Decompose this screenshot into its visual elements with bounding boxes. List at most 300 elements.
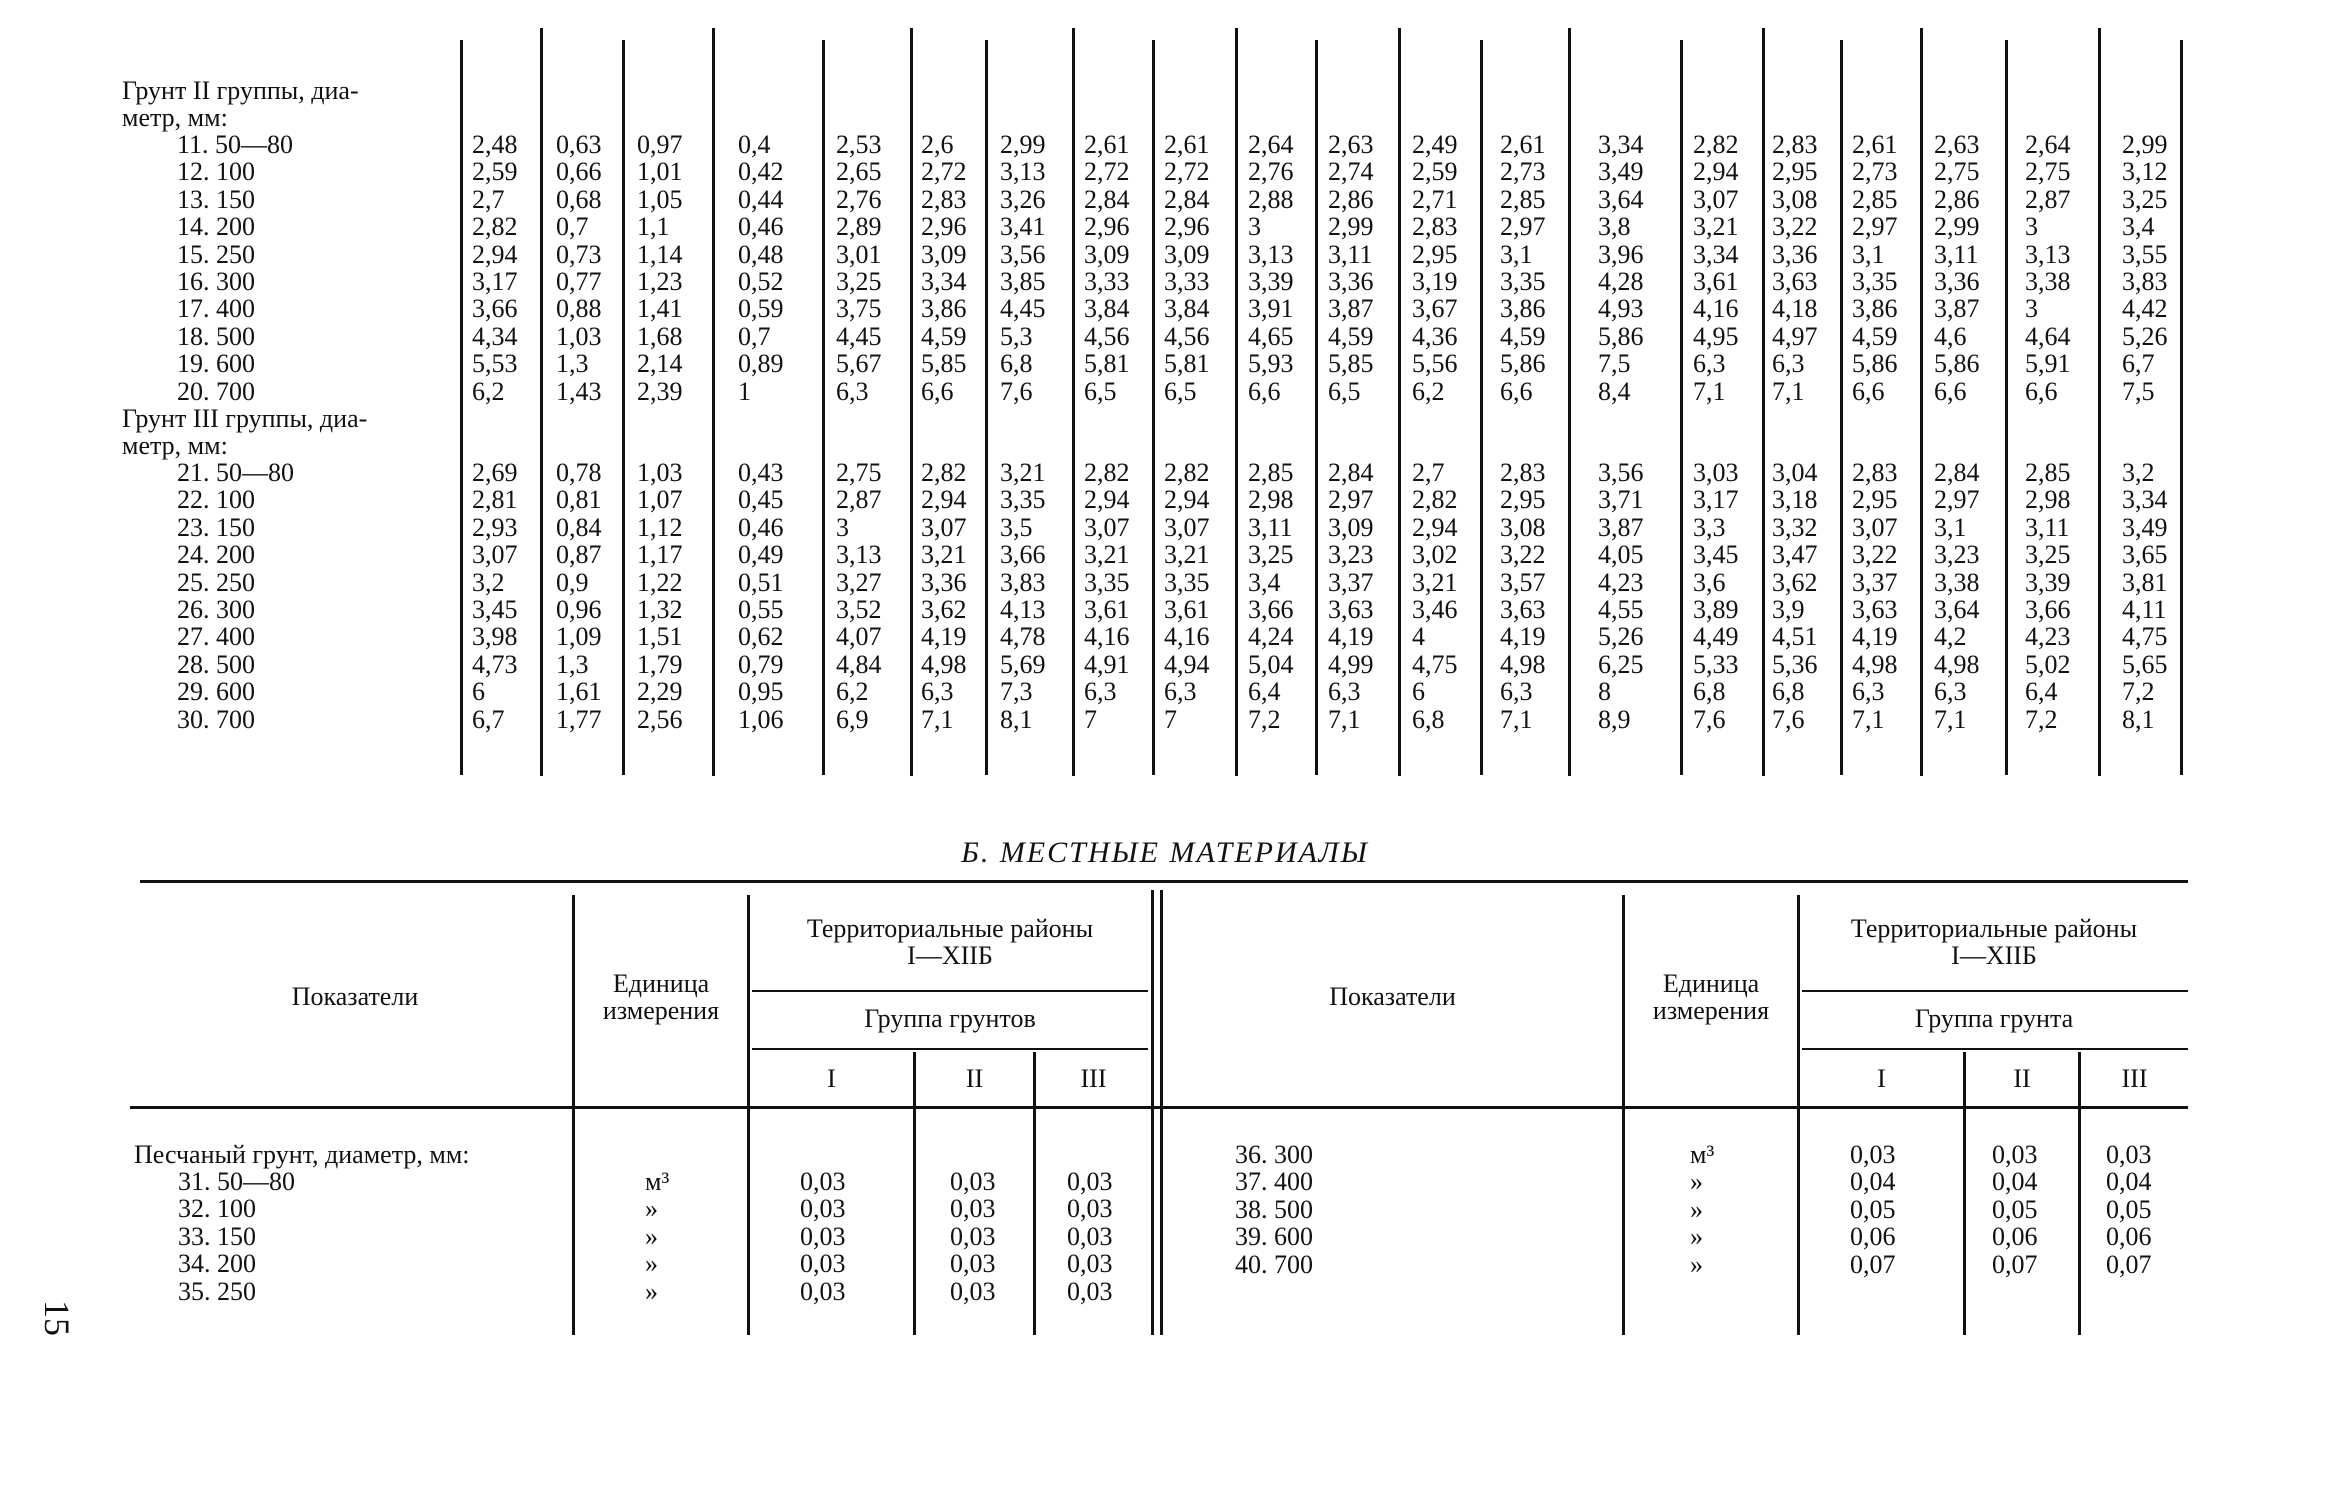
table-cell: 3,63 [1328,595,1374,624]
table-cell: 0,04 [1850,1167,1896,1197]
table-cell: 3,07 [1164,512,1210,542]
table-cell: 5,33 [1693,649,1739,679]
table-cell: 1 [738,376,751,406]
table-cell: 7,2 [2122,677,2155,707]
table-cell: 3,83 [2122,267,2168,296]
table-cell: 6,3 [1164,677,1197,707]
table-cell: 0,03 [950,1167,996,1196]
left-header-group-iii: III [1080,1064,1107,1093]
table-cell: 1,12 [637,512,683,542]
table-cell: 5,26 [1598,622,1644,652]
unit-cell: » [645,1249,658,1279]
table-cell: 4,42 [2122,294,2168,324]
table-cell: 0,06 [2106,1222,2152,1252]
table-cell: 3,17 [472,267,518,296]
table-cell: 2,63 [1328,130,1374,159]
table-cell: 3,62 [921,595,967,624]
table-cell: 3 [2025,294,2038,324]
table-cell: 4,23 [2025,622,2071,652]
table-cell: 5,86 [1934,349,1980,379]
table-cell: 2,64 [1248,130,1294,159]
table-cell: 4,55 [1598,595,1644,624]
table-cell: 3,21 [1693,212,1739,242]
table-cell: 0,7 [738,321,771,351]
table-cell: 7,6 [1693,704,1726,734]
table-cell: 3,36 [1328,267,1374,296]
row-label: 23. 150 [177,512,255,542]
table-cell: 3,38 [2025,267,2071,296]
table-cell: 3,36 [1772,239,1818,269]
table-cell: 3,87 [1328,294,1374,324]
table-cell: 2,86 [1934,184,1980,214]
right-header-unit-line-2: измерения [1652,996,1770,1025]
table-cell: 2,95 [1852,485,1898,515]
table-cell: 7,1 [1500,704,1533,734]
table-cell: 0,03 [1067,1221,1113,1251]
table-cell: 3,11 [1328,239,1373,269]
table-cell: 3,12 [2122,157,2168,187]
table-cell: 0,62 [738,622,784,652]
table-cell: 0,07 [1992,1249,2038,1279]
table-cell: 5,85 [921,349,967,379]
row-label: 30. 700 [177,704,255,734]
table-cell: 4,98 [1934,649,1980,679]
left-group-underline [752,1048,1148,1050]
table-cell: 4,75 [2122,622,2168,652]
table-cell: 3 [1248,212,1261,242]
table-cell: 5,81 [1084,349,1130,379]
table-cell: 1,43 [556,376,602,406]
table-cell: 3,13 [2025,239,2071,269]
table-cell: 1,23 [637,267,683,296]
table-cell: 0,04 [1992,1167,2038,1197]
table-cell: 3,49 [2122,512,2168,542]
table-cell: 0,87 [556,540,602,570]
table-cell: 0,03 [950,1249,996,1279]
table-cell: 0,03 [2106,1140,2152,1169]
table-cell: 2,83 [1772,130,1818,159]
table-cell: 2,94 [921,485,967,515]
table-cell: 3,07 [1693,184,1739,214]
table-cell: 3,17 [1693,485,1739,515]
row-label: 13. 150 [177,184,255,214]
table-cell: 3,62 [1772,567,1818,597]
table-cell: 3,84 [1084,294,1130,324]
table-cell: 2,75 [2025,157,2071,187]
row-label: 18. 500 [177,321,255,351]
table-cell: 2,82 [1164,458,1210,487]
table-cell: 2,96 [1164,212,1210,242]
table-cell: 1,68 [637,321,683,351]
table-cell: 3,37 [1852,567,1898,597]
table-cell: 0,46 [738,212,784,242]
table-cell: 4,45 [836,321,882,351]
table-cell: 3,2 [472,567,505,597]
table-cell: 2,83 [921,184,967,214]
table-cell: 2,94 [472,239,518,269]
table-cell: 4,84 [836,649,882,679]
table-cell: 4,73 [472,649,518,679]
table-cell: 3,3 [1693,512,1726,542]
row-label: 12. 100 [177,157,255,187]
table-cell: 0,03 [950,1221,996,1251]
table-cell: 6,3 [921,677,954,707]
table-cell: 1,17 [637,540,683,570]
lower-rule-left-group-ii [913,1052,916,1335]
table-cell: 0,84 [556,512,602,542]
table-cell: 2,61 [1164,130,1210,159]
table-cell: 3,35 [1084,567,1130,597]
table-cell: 3,89 [1693,595,1739,624]
table-cell: 7,5 [1598,349,1631,379]
table-cell: 2,76 [1248,157,1294,187]
table-cell: 2,86 [1328,184,1374,214]
unit-cell: » [1690,1222,1703,1252]
table-cell: 7 [1164,704,1177,734]
table-cell: 3,2 [2122,458,2155,487]
table-cell: 6,3 [1693,349,1726,379]
right-header-regions-line-1: Территориальные районы [1850,914,2138,943]
table-cell: 6,25 [1598,649,1644,679]
table-cell: 3,4 [2122,212,2155,242]
lower-table-header-bottom-rule [130,1106,2188,1109]
row-label: 20. 700 [177,376,255,406]
table-cell: 6,6 [1934,376,1967,406]
table-cell: 3,23 [1934,540,1980,570]
table-cell: 1,22 [637,567,683,597]
table-cell: 3,26 [1000,184,1046,214]
right-header-group-iii: III [2121,1064,2148,1093]
table-cell: 3,21 [1084,540,1130,570]
row-label: 26. 300 [177,595,255,624]
row-label: 14. 200 [177,212,255,242]
table-cell: 3,21 [1164,540,1210,570]
table-cell: 0,49 [738,540,784,570]
table-cell: 6,3 [836,376,869,406]
table-cell: 1,41 [637,294,683,324]
table-cell: 2,84 [1164,184,1210,214]
table-cell: 3,11 [2025,512,2070,542]
table-cell: 4,19 [1500,622,1546,652]
table-cell: 7,1 [1328,704,1361,734]
table-cell: 0,81 [556,485,602,515]
table-cell: 2,97 [1328,485,1374,515]
table-cell: 1,77 [556,704,602,734]
table-cell: 3,03 [1693,458,1739,487]
table-cell: 2,85 [1852,184,1898,214]
table-cell: 7,1 [1934,704,1967,734]
table-cell: 3,57 [1500,567,1546,597]
table-cell: 0,03 [1067,1194,1113,1224]
table-cell: 4 [1412,622,1425,652]
table-cell: 0,05 [2106,1194,2152,1224]
table-cell: 2,39 [637,376,683,406]
table-cell: 4,99 [1328,649,1374,679]
table-cell: 3,66 [1248,595,1294,624]
table-cell: 1,05 [637,184,683,214]
table-cell: 3,35 [1852,267,1898,296]
row-label: 11. 50—80 [177,130,294,159]
table-cell: 2,82 [1693,130,1739,159]
row-label: 28. 500 [177,649,255,679]
table-cell: 2,88 [1248,184,1294,214]
table-cell: 4,95 [1693,321,1739,351]
table-cell: 6,5 [1328,376,1361,406]
table-cell: 3,25 [1248,540,1294,570]
table-cell: 6,8 [1412,704,1445,734]
table-cell: 5,36 [1772,649,1818,679]
table-cell: 2,7 [472,184,505,214]
table-cell: 5,56 [1412,349,1458,379]
table-cell: 2,87 [2025,184,2071,214]
table-cell: 2,82 [1412,485,1458,515]
table-cell: 3,09 [1084,239,1130,269]
group-ii-heading-line-2: метр, мм: [122,103,228,132]
table-cell: 2,84 [1328,458,1374,487]
table-cell: 2,98 [1248,485,1294,515]
table-cell: 3,63 [1852,595,1898,624]
table-cell: 0,03 [950,1276,996,1306]
table-cell: 8,9 [1598,704,1631,734]
table-cell: 2,73 [1500,157,1546,187]
table-cell: 7,2 [2025,704,2058,734]
table-cell: 2,83 [1852,458,1898,487]
table-cell: 2,82 [1084,458,1130,487]
table-cell: 0,95 [738,677,784,707]
table-cell: 4,51 [1772,622,1818,652]
table-cell: 3,22 [1500,540,1546,570]
table-cell: 3,66 [1000,540,1046,570]
row-label: 31. 50—80 [178,1167,295,1196]
table-cell: 0,04 [2106,1167,2152,1197]
table-cell: 0,4 [738,130,771,159]
table-cell: 5,86 [1500,349,1546,379]
table-cell: 0,03 [950,1194,996,1224]
table-cell: 0,7 [556,212,589,242]
table-cell: 2,65 [836,157,882,187]
table-cell: 5,81 [1164,349,1210,379]
table-cell: 7,2 [1248,704,1281,734]
table-cell: 0,03 [800,1276,846,1306]
table-cell: 3,6 [1693,567,1726,597]
table-cell: 4,91 [1084,649,1130,679]
left-header-regions-line-1: Территориальные районы [806,914,1094,943]
table-cell: 8,1 [2122,704,2155,734]
table-cell: 3,09 [1328,512,1374,542]
table-cell: 0,42 [738,157,784,187]
table-cell: 4,28 [1598,267,1644,296]
table-cell: 0,55 [738,595,784,624]
table-cell: 3,02 [1412,540,1458,570]
lower-rule-left-group-iii [1033,1052,1036,1335]
table-cell: 0,03 [800,1249,846,1279]
table-cell: 4,24 [1248,622,1294,652]
table-cell: 3,13 [836,540,882,570]
table-cell: 0,52 [738,267,784,296]
table-cell: 7,6 [1772,704,1805,734]
table-cell: 2,94 [1084,485,1130,515]
table-cell: 3,87 [1598,512,1644,542]
table-cell: 1,01 [637,157,683,187]
table-cell: 0,68 [556,184,602,214]
right-regions-underline [1802,990,2188,992]
table-cell: 2,99 [1000,130,1046,159]
table-cell: 1,14 [637,239,683,269]
table-cell: 3,18 [1772,485,1818,515]
table-cell: 3,39 [2025,567,2071,597]
table-cell: 6,3 [1772,349,1805,379]
table-cell: 6,4 [2025,677,2058,707]
table-cell: 1,3 [556,649,589,679]
table-cell: 3,46 [1412,595,1458,624]
table-cell: 7,1 [1693,376,1726,406]
left-header-unit-line-1: Единица [612,969,710,998]
table-cell: 2,71 [1412,184,1458,214]
table-cell: 4,13 [1000,595,1046,624]
table-cell: 3 [836,512,849,542]
table-cell: 2,53 [836,130,882,159]
row-label: 27. 400 [177,622,255,652]
table-cell: 2,95 [1412,239,1458,269]
row-label: 25. 250 [177,567,255,597]
table-cell: 2,94 [1412,512,1458,542]
table-cell: 2,61 [1852,130,1898,159]
right-header-regions-line-2: I—XIIБ [1951,941,2037,970]
table-cell: 4,59 [1500,321,1546,351]
table-cell: 2,74 [1328,157,1374,187]
table-cell: 1,51 [637,622,683,652]
table-cell: 7,1 [921,704,954,734]
table-cell: 3,91 [1248,294,1294,324]
table-cell: 2,98 [2025,485,2071,515]
lower-table-top-rule [140,880,2188,883]
table-cell: 4,98 [921,649,967,679]
unit-cell: » [645,1194,658,1224]
left-body-heading: Песчаный грунт, диаметр, мм: [134,1140,470,1169]
table-cell: 2,64 [2025,130,2071,159]
table-cell: 3,9 [1772,595,1805,624]
table-cell: 3,75 [836,294,882,324]
table-cell: 3,49 [1598,157,1644,187]
table-cell: 2,84 [1934,458,1980,487]
table-cell: 3,37 [1328,567,1374,597]
table-cell: 0,05 [1992,1194,2038,1224]
table-cell: 3,67 [1412,294,1458,324]
table-cell: 3,13 [1000,157,1046,187]
table-cell: 5,85 [1328,349,1374,379]
table-cell: 0,44 [738,184,784,214]
table-cell: 2,96 [1084,212,1130,242]
table-cell: 2,82 [921,458,967,487]
unit-cell: » [645,1276,658,1306]
table-cell: 2,48 [472,130,518,159]
table-cell: 1,3 [556,349,589,379]
table-cell: 4,75 [1412,649,1458,679]
table-cell: 6,6 [1248,376,1281,406]
table-cell: 5,91 [2025,349,2071,379]
table-cell: 4,2 [1934,622,1967,652]
table-cell: 2,75 [1934,157,1980,187]
table-cell: 4,98 [1852,649,1898,679]
group-ii-heading-line-1: Грунт II группы, диа- [122,76,359,105]
table-cell: 0,77 [556,267,602,296]
table-cell: 4,11 [2122,595,2167,624]
table-cell: 2,72 [921,157,967,187]
table-cell: 3,1 [1934,512,1967,542]
table-cell: 0,03 [1992,1140,2038,1169]
table-cell: 0,89 [738,349,784,379]
table-cell: 0,9 [556,567,589,597]
table-cell: 3,36 [921,567,967,597]
table-cell: 3,13 [1248,239,1294,269]
table-cell: 3,55 [2122,239,2168,269]
table-cell: 4,56 [1084,321,1130,351]
table-cell: 4,59 [921,321,967,351]
lower-rule-right-unit [1622,895,1625,1335]
table-cell: 3,47 [1772,540,1818,570]
table-cell: 3,86 [921,294,967,324]
table-cell: 6,7 [472,704,505,734]
table-cell: 0,46 [738,512,784,542]
table-cell: 6,3 [1934,677,1967,707]
row-label: 36. 300 [1235,1140,1313,1169]
table-cell: 3,34 [921,267,967,296]
table-cell: 2,84 [1084,184,1130,214]
table-cell: 2,61 [1084,130,1130,159]
left-header-regions-line-2: I—XIIБ [907,941,993,970]
left-header-group-i: I [827,1064,836,1093]
table-cell: 2,59 [472,157,518,187]
table-cell: 4,93 [1598,294,1644,324]
lower-rule-right-group-iii [2078,1052,2081,1335]
table-cell: 3,09 [1164,239,1210,269]
table-cell: 4,45 [1000,294,1046,324]
table-cell: 3,07 [921,512,967,542]
table-cell: 2,99 [1934,212,1980,242]
table-cell: 4,19 [1852,622,1898,652]
row-label: 32. 100 [178,1194,256,1224]
table-cell: 3,36 [1934,267,1980,296]
table-cell: 3,23 [1328,540,1374,570]
left-regions-underline [752,990,1148,992]
table-cell: 3,21 [1412,567,1458,597]
table-cell: 2,56 [637,704,683,734]
table-cell: 3,32 [1772,512,1818,542]
table-cell: 1,09 [556,622,602,652]
table-cell: 3,85 [1000,267,1046,296]
table-cell: 7,3 [1000,677,1033,707]
table-cell: 2,72 [1084,157,1130,187]
table-cell: 2,63 [1934,130,1980,159]
table-cell: 4,36 [1412,321,1458,351]
table-cell: 3,33 [1084,267,1130,296]
table-cell: 3,25 [2025,540,2071,570]
table-cell: 2,93 [472,512,518,542]
table-cell: 3,35 [1164,567,1210,597]
table-cell: 4,23 [1598,567,1644,597]
table-cell: 4,6 [1934,321,1967,351]
table-cell: 3,5 [1000,512,1033,542]
table-cell: 3,07 [1084,512,1130,542]
table-cell: 5,65 [2122,649,2168,679]
table-cell: 1,03 [556,321,602,351]
table-cell: 6 [472,677,485,707]
table-cell: 3,64 [1934,595,1980,624]
table-cell: 6 [1412,677,1425,707]
table-cell: 3,21 [921,540,967,570]
table-cell: 3,25 [836,267,882,296]
table-cell: 3,61 [1693,267,1739,296]
